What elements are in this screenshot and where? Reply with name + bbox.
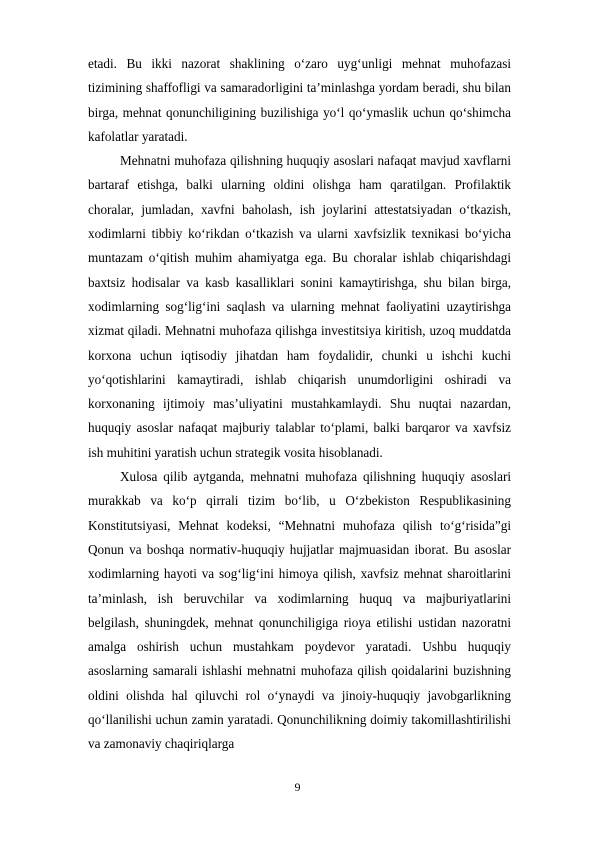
paragraph-continuation: etadi. Bu ikki nazorat shaklining o‘zaro uyg‘unligi mehnat muhofazasi tizimining shaffofligi va samaradorligini ta’minlashga yordam beradi, shu bilan birga, mehnat qonunchiligining buzilishiga yo‘l qo‘ymaslik uchun qo‘shimcha kafolatlar yaratadi.: [88, 56, 511, 144]
paragraph-conclusion: Xulosa qilib aytganda, mehnatni muhofaza qilishning huquqiy asoslari murakkab va ko‘p qirrali tizim bo‘lib, u O‘zbekiston Respublikasining Konstitutsiyasi, Mehnat kodeksi, “Mehnatni muhofaza qilish to‘g‘risida”gi Qonun va boshqa normativ-huquqiy hujjatlar majmuasidan iborat. Bu asoslar xodimlarning hayoti va sog‘lig‘ini himoya qilish, xavfsiz mehnat sharoitlarini ta’minlash, ish beruvchilar va xodimlarning huquq va majburiyatlarini belgilash, shuningdek, mehnat qonunchiligiga rioya etilishi ustidan nazoratni amalga oshirish uchun mustahkam poydevor yaratadi. Ushbu huquqiy asoslarning samarali ishlashi mehnatni muhofaza qilish qoidalarini buzishning oldini olishda hal qiluvchi rol o‘ynaydi va jinoiy-huquqiy javobgarlikning qo‘llanilishi uchun zamin yaratadi. Qonunchilikning doimiy takomillashtirilishi va zamonaviy chaqiriqlarga: [88, 469, 511, 752]
page-number: 9: [294, 780, 301, 794]
paragraph-legal-foundations: Mehnatni muhofaza qilishning huquqiy asoslari nafaqat mavjud xavflarni bartaraf etishga, balki ularning oldini olishga ham qaratilgan. Profilaktik choralar, jumladan, xavfni baholash, ish joylarini attestatsiyadan o‘tkazish, xodimlarni tibbiy ko‘rikdan o‘tkazish va ularni xavfsizlik texnikasi bo‘yicha muntazam o‘qitish muhim ahamiyatga ega. Bu choralar ishlab chiqarishdagi baxtsiz hodisalar va kasb kasalliklari sonini kamaytirishga, shu bilan birga, xodimlarning sog‘lig‘ini saqlash va ularning mehnat faoliyatini uzaytirishga xizmat qiladi. Mehnatni muhofaza qilishga investitsiya kiritish, uzoq muddatda korxona uchun iqtisodiy jihatdan ham foydalidir, chunki u ishchi kuchi yo‘qotishlarini kamaytiradi, ishlab chiqarish unumdorligini oshiradi va korxonaning ijtimoiy mas’uliyatini mustahkamlaydi. Shu nuqtai nazardan, huquqiy asoslar nafaqat majburiy talablar to‘plami, balki barqaror va xavfsiz ish muhitini yaratish uchun strategik vosita hisoblanadi.: [88, 153, 511, 460]
body-text: [88, 52, 511, 757]
